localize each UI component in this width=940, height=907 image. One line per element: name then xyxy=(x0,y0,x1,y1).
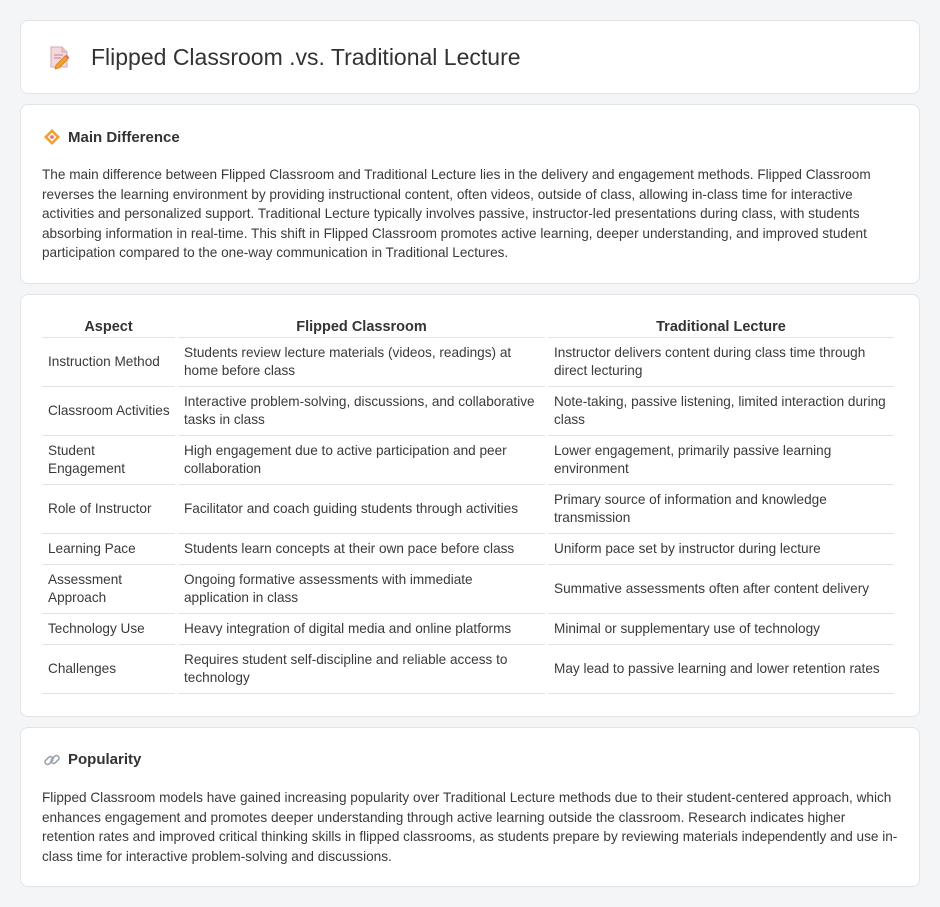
diamond-icon xyxy=(42,127,62,147)
traditional-cell: Minimal or supplementary use of technology xyxy=(548,614,894,645)
comparison-table xyxy=(39,315,897,694)
table-row xyxy=(42,645,894,694)
header-traditional-lecture: Traditional Lecture xyxy=(548,315,894,338)
table-row xyxy=(42,485,894,534)
table-row xyxy=(42,565,894,614)
page xyxy=(20,20,920,887)
aspect-cell: Assessment Approach xyxy=(42,565,175,614)
popularity-header xyxy=(42,750,898,770)
traditional-cell: May lead to passive learning and lower retention rates xyxy=(548,645,894,694)
flipped-cell: Students learn concepts at their own pace before class xyxy=(178,534,545,565)
aspect-cell: Learning Pace xyxy=(42,534,175,565)
traditional-cell: Lower engagement, primarily passive learning environment xyxy=(548,436,894,485)
traditional-cell: Primary source of information and knowledge transmission xyxy=(548,485,894,534)
title-card xyxy=(20,20,920,94)
flipped-cell: Heavy integration of digital media and online platforms xyxy=(178,614,545,645)
main-difference-title: Main Difference xyxy=(68,128,180,146)
popularity-section xyxy=(20,727,920,887)
main-difference-text: The main difference between Flipped Classroom and Traditional Lecture lies in the delivery and engagement methods. Flipped Classroom reverses the learning environment by providing instructional content, often videos, outside of class, allowing in-class time for interactive activities and personalized support. Traditional Lecture typically involves passive, instructor-led presentations during class, with students absorbing information in real-time. This shift in Flipped Classroom promotes active learning, deeper understanding, and improved student participation compared to the one-way communication in Traditional Lectures. xyxy=(42,167,871,261)
popularity-text: Flipped Classroom models have gained increasing popularity over Traditional Lecture methods due to their student-centered approach, which enhances engagement and promotes deeper understanding through active learning outside the classroom. Research indicates higher retention rates and improved critical thinking skills in flipped classrooms, as students prepare by reviewing materials independently and use in-class time for interactive problem-solving and discussions. xyxy=(42,789,898,864)
flipped-cell: Ongoing formative assessments with immediate application in class xyxy=(178,565,545,614)
aspect-cell: Student Engagement xyxy=(42,436,175,485)
page-title: Flipped Classroom .vs. Traditional Lecture xyxy=(91,43,521,70)
table-header-row xyxy=(42,315,894,338)
traditional-cell: Note-taking, passive listening, limited interaction during class xyxy=(548,387,894,436)
flipped-cell: Students review lecture materials (videos, readings) at home before class xyxy=(178,338,545,387)
table-row xyxy=(42,534,894,565)
popularity-title: Popularity xyxy=(68,751,142,769)
flipped-cell: Interactive problem-solving, discussions, and collaborative tasks in class xyxy=(178,387,545,436)
header-flipped-classroom: Flipped Classroom xyxy=(178,315,545,338)
document-pencil-icon xyxy=(45,43,73,71)
table-row xyxy=(42,436,894,485)
aspect-cell: Instruction Method xyxy=(42,338,175,387)
link-icon xyxy=(42,750,62,770)
flipped-cell: Requires student self-discipline and reliable access to technology xyxy=(178,645,545,694)
aspect-cell: Role of Instructor xyxy=(42,485,175,534)
main-difference-header xyxy=(42,127,898,147)
traditional-cell: Summative assessments often after content delivery xyxy=(548,565,894,614)
traditional-cell: Uniform pace set by instructor during lecture xyxy=(548,534,894,565)
aspect-cell: Challenges xyxy=(42,645,175,694)
aspect-cell: Technology Use xyxy=(42,614,175,645)
comparison-table-card xyxy=(20,294,920,717)
flipped-cell: Facilitator and coach guiding students through activities xyxy=(178,485,545,534)
traditional-cell: Instructor delivers content during class time through direct lecturing xyxy=(548,338,894,387)
aspect-cell: Classroom Activities xyxy=(42,387,175,436)
table-row xyxy=(42,387,894,436)
header-aspect: Aspect xyxy=(42,315,175,338)
main-difference-section xyxy=(20,104,920,284)
table-row xyxy=(42,614,894,645)
flipped-cell: High engagement due to active participation and peer collaboration xyxy=(178,436,545,485)
table-row xyxy=(42,338,894,387)
